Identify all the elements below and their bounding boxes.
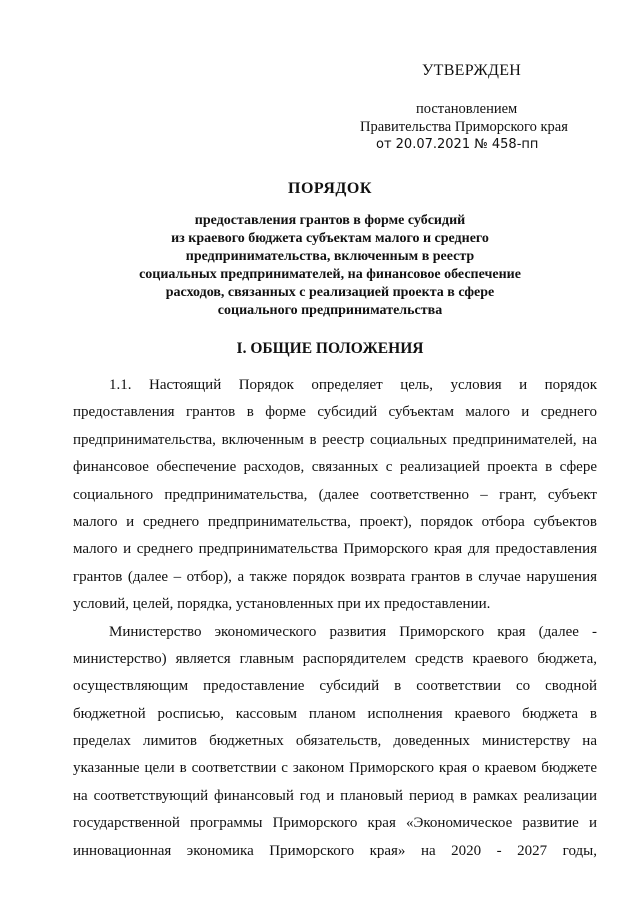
text-line: предоставления грантов в форме субсидий субъектам малого и среднего [73,404,597,421]
document-title: ПОРЯДОК [288,180,372,197]
subtitle-line: социальных предпринимателей, на финансовое обеспечение [139,267,521,282]
paragraph-1-1 [73,372,597,619]
text-line: малого и среднего предпринимательства, проект), порядок отбора субъектов [73,513,597,530]
text-line: осуществляющим предоставление субсидий в соответствии со сводной [73,678,597,695]
text-line: предпринимательства, включенным в реестр социальных предпринимателей, на [73,431,597,448]
text-line: малого и среднего предпринимательства Приморского края для предоставления [73,541,597,558]
text-line: 1.1. Настоящий Порядок определяет цель, условия и порядок [109,377,597,393]
text-line: социального предпринимательства, (далее соответственно – грант, субъект [73,486,597,503]
document-title-block [60,180,600,320]
approval-stamp [360,62,600,154]
subtitle-line: социального предпринимательства [217,303,443,318]
subtitle-line: предоставления грантов в форме субсидий [194,213,466,228]
text-line: инновационная экономика Приморского края» на 2020 - 2027 годы, [73,842,597,859]
text-line: Министерство экономического развития Приморского края (далее - [109,623,597,640]
approval-line-resolution: постановлением [416,101,518,117]
body-text [73,372,597,865]
subtitle-line: из краевого бюджета субъектам малого и среднего [171,231,489,246]
text-line: условий, целей, порядка, установленных при их предоставлении. [73,596,491,613]
text-line: бюджетной росписью, кассовым планом исполнения краевого бюджета в [73,705,597,722]
text-line: грантов (далее – отбор), а также порядок возврата грантов в случае нарушения [73,568,597,585]
section-heading: I. ОБЩИЕ ПОЛОЖЕНИЯ [236,340,424,357]
approved-label: УТВЕРЖДЕН [422,62,522,79]
text-line: финансовое обеспечение расходов, связанных с реализацией проекта в сфере [73,459,597,476]
subtitle-line: предпринимательства, включенным в реестр [185,249,475,264]
approval-line-government: Правительства Приморского края [360,119,568,135]
subtitle-line: расходов, связанных с реализацией проекта в сфере [165,285,495,300]
text-line: министерство) является главным распорядителем средств краевого бюджета, [73,650,597,667]
text-line: указанные цели в соответствии с законом Приморского края о краевом бюджете [73,760,597,777]
text-line: пределах лимитов бюджетных обязательств, доведенных министерству на [73,733,597,750]
approval-line-date-number: от 20.07.2021 № 458-пп [376,137,539,152]
paragraph-ministry [73,619,597,866]
text-line: государственной программы Приморского края «Экономическое развитие и [73,815,597,832]
text-line: на соответствующий финансовый год и плановый период в рамках реализации [73,787,597,804]
